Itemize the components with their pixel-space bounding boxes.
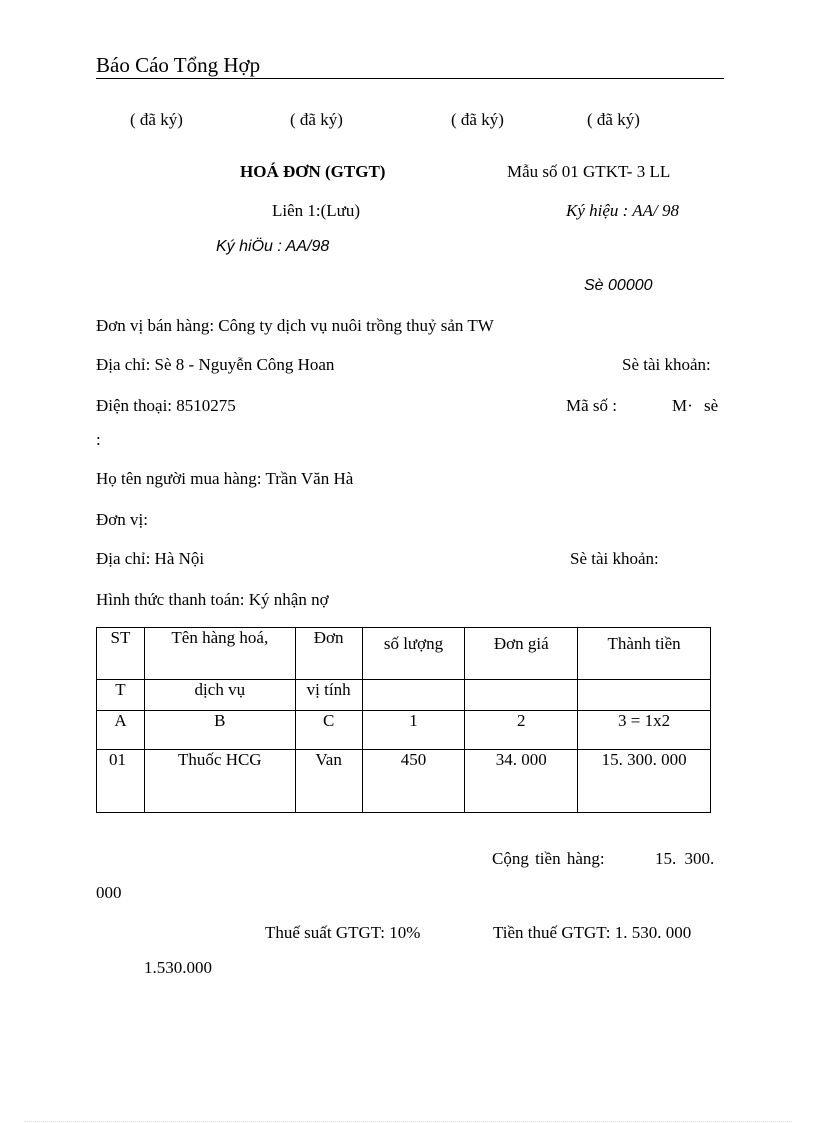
- invoice-title: HOÁ ĐƠN (GTGT): [240, 162, 386, 181]
- table-header-cell: T: [97, 680, 145, 711]
- seller-phone: Điện thoại: 8510275: [96, 396, 236, 415]
- header-divider: [96, 78, 724, 79]
- seller-tax-se: sè: [704, 396, 719, 415]
- invoice-copy: Liên 1:(Lưu): [272, 201, 361, 220]
- table-header-cell: Đơn: [295, 628, 362, 680]
- table-header-cell: [362, 680, 465, 711]
- vat-rate: Thuế suất GTGT: 10%: [265, 923, 421, 942]
- table-cell: Thuốc HCG: [144, 750, 295, 813]
- table-code-cell: A: [97, 711, 145, 750]
- goods-total-label: Cộng tiền hàng:: [492, 849, 605, 868]
- table-row: [97, 750, 711, 813]
- table-code-row: [97, 711, 711, 750]
- table-header-cell: Thành tiền: [578, 628, 711, 680]
- invoice-form-number: Mẫu số 01 GTKT- 3 LL: [507, 162, 671, 181]
- table-code-cell: 1: [362, 711, 465, 750]
- table-header-cell: Đơn giá: [465, 628, 578, 680]
- table-header-cell: số lượng: [362, 628, 465, 680]
- signature-3: ( đã ký): [451, 110, 504, 129]
- page-header-title: Báo Cáo Tổng Hợp: [96, 53, 261, 77]
- seller-account: Sè tài khoản:: [622, 355, 711, 374]
- invoice-symbol-right: Ký hiệu : AA/ 98: [566, 201, 679, 220]
- seller-tax-m: M·: [672, 396, 693, 415]
- table-cell: 34. 000: [465, 750, 578, 813]
- table-cell: 01: [97, 750, 145, 813]
- table-code-cell: 3 = 1x2: [578, 711, 711, 750]
- buyer-name: Họ tên người mua hàng: Trần Văn Hà: [96, 469, 354, 488]
- buyer-unit: Đơn vị:: [96, 510, 148, 529]
- goods-total-value-cont: 000: [96, 883, 122, 902]
- signature-2: ( đã ký): [290, 110, 343, 129]
- table-cell: 450: [362, 750, 465, 813]
- table-header-cell: Tên hàng hoá,: [144, 628, 295, 680]
- seller-unit: Đơn vị bán hàng: Công ty dịch vụ nuôi trồng thuỷ sản TW: [96, 316, 494, 335]
- table-header-row: [97, 628, 711, 680]
- table-cell: Van: [295, 750, 362, 813]
- vat-amount-extra: 1.530.000: [144, 958, 212, 977]
- page-footer-divider: [24, 1121, 792, 1122]
- table-header-row: [97, 680, 711, 711]
- invoice-number: Sè 00000: [584, 277, 653, 294]
- signature-1: ( đã ký): [130, 110, 183, 129]
- table-code-cell: 2: [465, 711, 578, 750]
- seller-colon: :: [96, 430, 101, 449]
- table-header-cell: [578, 680, 711, 711]
- vat-amount: Tiền thuế GTGT: 1. 530. 000: [493, 923, 692, 942]
- table-header-cell: [465, 680, 578, 711]
- invoice-items-table: [96, 627, 711, 813]
- invoice-symbol-left: Ký hiÖu : AA/98: [216, 238, 330, 255]
- table-header-cell: vị tính: [295, 680, 362, 711]
- table-cell: 15. 300. 000: [578, 750, 711, 813]
- table-header-cell: ST: [97, 628, 145, 680]
- buyer-account: Sè tài khoản:: [570, 549, 659, 568]
- table-code-cell: B: [144, 711, 295, 750]
- signature-4: ( đã ký): [587, 110, 640, 129]
- goods-total-value: 15. 300.: [655, 849, 715, 868]
- buyer-address: Địa chỉ: Hà Nội: [96, 549, 205, 568]
- buyer-payment: Hình thức thanh toán: Ký nhận nợ: [96, 590, 329, 609]
- table-code-cell: C: [295, 711, 362, 750]
- table-header-cell: dịch vụ: [144, 680, 295, 711]
- seller-address: Địa chỉ: Sè 8 - Nguyễn Công Hoan: [96, 355, 335, 374]
- seller-tax-code: Mã số :: [566, 396, 617, 415]
